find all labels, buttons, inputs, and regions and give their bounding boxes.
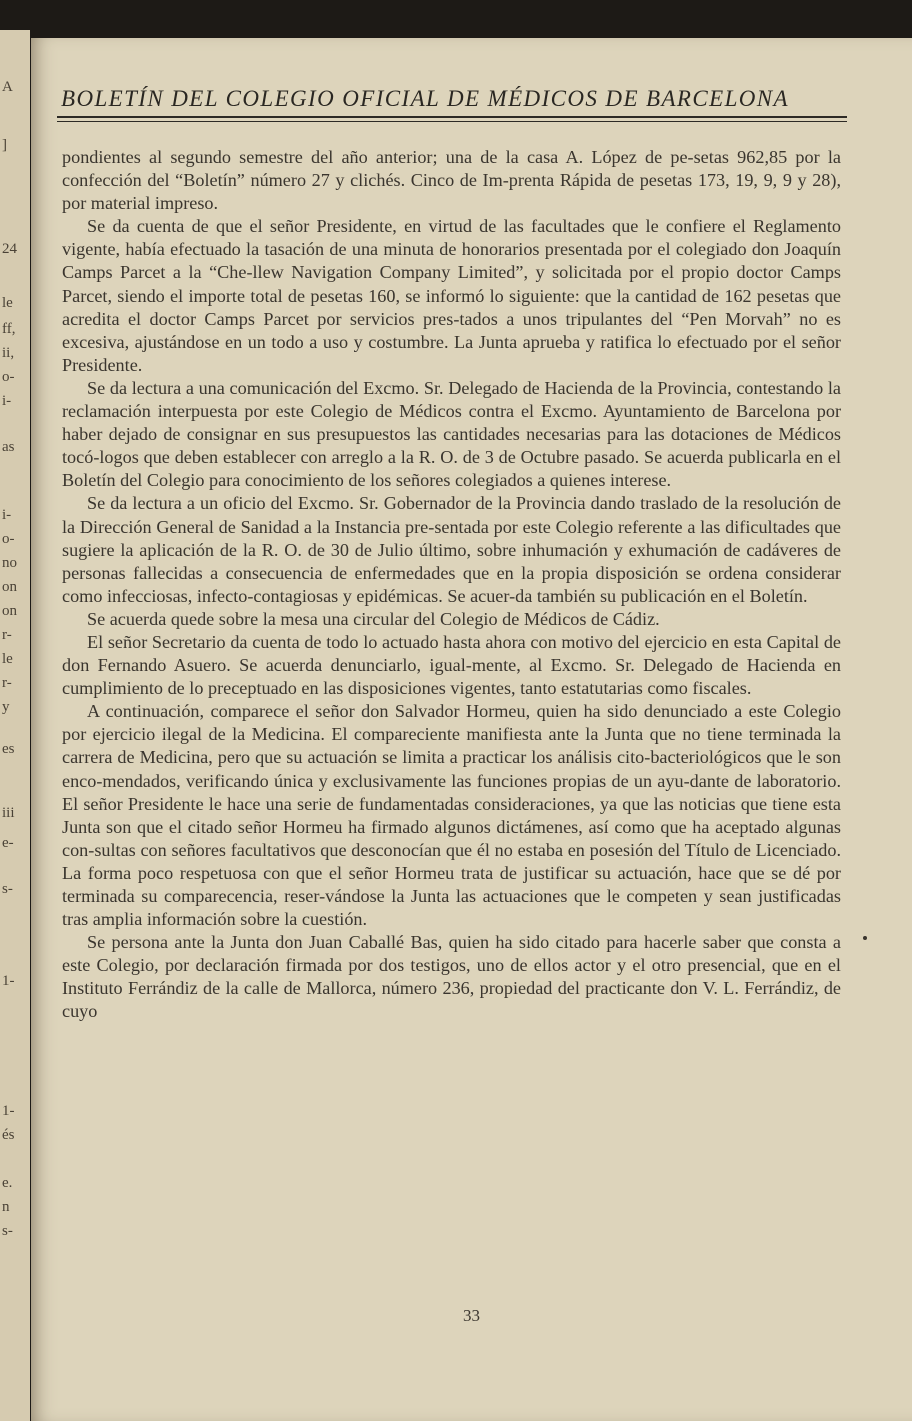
margin-fragment: i-	[2, 507, 12, 523]
margin-fragment: r-	[2, 675, 12, 691]
margin-fragment: es	[2, 741, 15, 757]
margin-fragment: ii,	[2, 345, 15, 361]
margin-fragment: on	[2, 579, 17, 595]
margin-fragment: le	[2, 651, 13, 667]
margin-fragment: n	[2, 1199, 10, 1215]
header-rule-thin	[57, 121, 847, 122]
margin-fragment: i-	[2, 393, 12, 409]
ink-speck	[863, 936, 867, 940]
margin-fragment: on	[2, 603, 17, 619]
running-header: BOLETÍN DEL COLEGIO OFICIAL DE MÉDICOS DE BARCELONA	[61, 86, 789, 111]
margin-fragment: 24	[2, 241, 17, 257]
paragraph: A continuación, comparece el señor don Salvador Hormeu, quien ha sido denunciado a este Colegio por ejercicio ilegal de la Medicina. El compareciente manifiesta ante la Junta que no tiene terminada la carrera de Medicina, pero que su actuación se limita a practicar los análisis cito-bacteriológicos que le son enco-mendados, verificando única y exclusivamente las funciones propias de un ayu-dante de laboratorio. El señor Presidente le hace una serie de fundamentadas consideraciones, ya que las noticias que tiene esta Junta son que el citado señor Hormeu ha firmado algunos dictámenes, así como que ha aceptado algunas con-sultas con señores facultativos que desconocían que él no estaba en posesión del Título de Licenciado. La forma poco respetuosa con que el señor Hormeu trata de justificar su actuación, hace que se dé por terminada su comparecencia, reser-vándose la Junta las actuaciones que le competen y sean justificadas tras amplia información sobre la cuestión.	[62, 701, 841, 930]
margin-fragment: ]	[2, 137, 7, 153]
header-rule	[57, 116, 847, 118]
margin-fragment: iii	[2, 805, 15, 821]
margin-fragment: és	[2, 1127, 15, 1143]
paragraph: Se persona ante la Junta don Juan Caballé Bas, quien ha sido citado para hacerle saber que consta a este Colegio, por declaración firmada por dos testigos, uno de ellos actor y el otro presencial, que en el Instituto Ferrándiz de la calle de Mallorca, número 236, propiedad del practicante don V. L. Ferrándiz, de cuyo	[62, 932, 841, 1022]
paragraph: Se da cuenta de que el señor Presidente, en virtud de las facultades que le confiere el Reglamento vigente, había efectuado la tasación de una minuta de honorarios presentada por el colegiado don Joaquín Camps Parcet a la “Che-llew Navigation Company Limited”, y solicitada por el propio doctor Camps Parcet, siendo el importe total de pesetas 160, se informó lo siguiente: que la cantidad de 162 pesetas que acredita el doctor Camps Parcet por servicios pres-tados a unos tripulantes del “Pen Morvah” no es excesiva, ajustándose en un todo a uso y costumbre. La Junta aprueba y ratifica lo efectuado por el señor Presidente.	[62, 216, 841, 375]
margin-fragment: 1-	[2, 973, 15, 989]
margin-fragment: e-	[2, 835, 14, 851]
paragraph: El señor Secretario da cuenta de todo lo actuado hasta ahora con motivo del ejercicio en esta Capital de don Fernando Asuero. Se acuerda denunciarlo, igual-mente, al Excmo. Sr. Delegado de Hacienda en cumplimiento de lo preceptuado en las disposiciones vigentes, tanto estatutarias como fiscales.	[62, 631, 841, 699]
previous-page-edge	[0, 30, 30, 1421]
body-text	[62, 146, 841, 1024]
page-number: 33	[463, 1306, 480, 1325]
paragraph: pondientes al segundo semestre del año anterior; una de la casa A. López de pe-setas 962,85 por la confección del “Boletín” número 27 y clichés. Cinco de Im-prenta Rápida de pesetas 173, 19, 9, 9 y 28), por material impreso.	[62, 147, 841, 214]
margin-fragment: y	[2, 699, 10, 715]
margin-fragment: le	[2, 295, 13, 311]
margin-fragment: 1-	[2, 1103, 15, 1119]
margin-fragment: r-	[2, 627, 12, 643]
paragraph: Se acuerda quede sobre la mesa una circular del Colegio de Médicos de Cádiz.	[87, 608, 660, 629]
margin-fragment: as	[2, 439, 15, 455]
margin-fragment: ff,	[2, 321, 16, 337]
margin-fragment: A	[2, 79, 13, 95]
margin-fragment: e.	[2, 1175, 13, 1191]
margin-fragment: s-	[2, 881, 13, 897]
margin-fragment: o-	[2, 369, 15, 385]
margin-fragment: o-	[2, 531, 15, 547]
page	[31, 38, 912, 1421]
margin-fragment: s-	[2, 1223, 13, 1239]
paragraph: Se da lectura a una comunicación del Excmo. Sr. Delegado de Hacienda de la Provincia, contestando la reclamación interpuesta por este Colegio de Médicos contra el Excmo. Ayuntamiento de Barcelona por haber dejado de consignar en sus presupuestos las cantidades necesarias para las dotaciones de Médicos tocó-logos que deben establecer con arreglo a la R. O. de 3 de Octubre pasado. Se acuerda publicarla en el Boletín del Colegio para conocimiento de los señores colegiados a quienes interese.	[62, 377, 841, 491]
margin-fragment: no	[2, 555, 17, 571]
paragraph: Se da lectura a un oficio del Excmo. Sr. Gobernador de la Provincia dando traslado de la resolución de la Dirección General de Sanidad a la Instancia pre-sentada por este Colegio referente a las dificultades que sugiere la aplicación de la R. O. de 30 de Julio último, sobre inhumación y exhumación de cadáveres de personas fallecidas a consecuencia de enfermedades que en la propia disposición se ordena considerar como infecciosas, infecto-contagiosas y epidémicas. Se acuer-da también su publicación en el Boletín.	[62, 493, 841, 606]
